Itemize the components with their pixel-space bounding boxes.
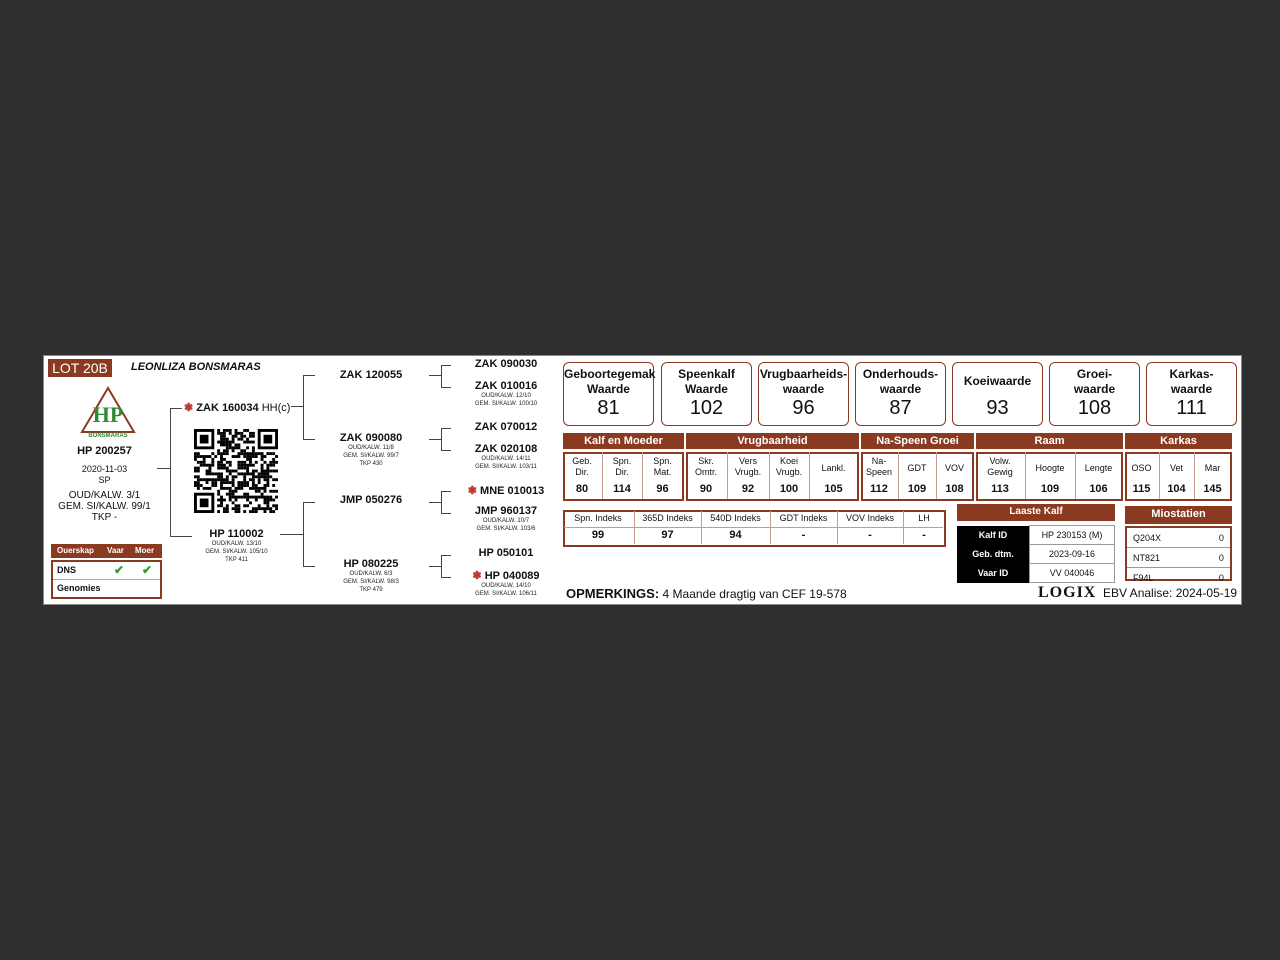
gen3-7-l2: GEM. SI/KALW. 106/11 — [475, 591, 537, 597]
value-box-6: Karkas- waarde 111 — [1146, 362, 1237, 426]
sire-suffix: HH(c) — [261, 402, 291, 414]
qr-code — [194, 429, 278, 513]
gen3-3 — [456, 443, 556, 471]
mio-val-1: 0 — [1213, 548, 1230, 568]
index-value-2: 94 — [729, 529, 742, 541]
animal-oud: OUD/KALW. 3/1 — [68, 490, 141, 501]
gen2-3-l2: GEM. SI/KALW. 98/3 — [343, 579, 399, 585]
gen3-6 — [456, 547, 556, 559]
dns-moer-check-icon: ✔ — [142, 563, 153, 577]
value-4: 93 — [986, 397, 1009, 419]
mio-key-1: NT821 — [1127, 548, 1213, 568]
farm-name: LEONLIZA BONSMARAS — [131, 361, 261, 373]
lk-key-1: Geb. dtm. — [957, 545, 1030, 564]
ebv-label-15: Mar — [1204, 463, 1221, 473]
ownership-h2: Moer — [135, 546, 155, 555]
value-box-0: Geboortegemak Waarde 81 — [563, 362, 654, 426]
miostatien-title: Miostatien — [1125, 506, 1232, 524]
gen2-1-l1: OUD/KALW. 11/8 — [348, 445, 394, 451]
gen3-4-marker-icon: ❃ — [467, 485, 477, 497]
gen2-1-l2: GEM. SI/KALW. 99/7 — [343, 453, 399, 459]
index-value-0: 99 — [591, 529, 605, 541]
animal-tkp: TKP - — [91, 512, 118, 523]
ebv-label-5: Koei Vrugb. — [775, 456, 803, 477]
lk-key-2: Vaar ID — [957, 564, 1030, 583]
gen2-0-id: ZAK 120055 — [339, 369, 403, 381]
ebv-value-12: 106 — [1089, 483, 1108, 495]
index-label-2: 540D Indeks — [710, 513, 761, 523]
ebv-date: EBV Analise: 2024-05-19 — [1103, 586, 1238, 600]
sire — [184, 401, 290, 414]
gen3-0-id: ZAK 090030 — [474, 358, 538, 370]
index-label-3: GDT Indeks — [779, 513, 828, 523]
ebv-value-14: 104 — [1167, 483, 1186, 495]
animal-gem: GEM. SI/KALW. 99/1 — [58, 501, 151, 512]
value-5: 108 — [1077, 397, 1112, 419]
value-box-1: Speenkalf Waarde 102 — [661, 362, 752, 426]
group-raam: Raam — [976, 433, 1123, 449]
ebv-value-1: 114 — [613, 483, 631, 495]
gen2-3 — [321, 558, 421, 594]
ebv-value-6: 105 — [824, 483, 843, 495]
gen3-1-l2: GEM. SI/KALW. 100/10 — [474, 401, 538, 407]
sire-id: ZAK 160034 — [196, 402, 259, 414]
ebv-value-8: 109 — [907, 483, 927, 495]
ebv-value-13: 115 — [1132, 483, 1151, 495]
remarks-text: 4 Maande dragtig van CEF 19-578 — [662, 587, 847, 601]
logix-logo: LOGIX — [1038, 584, 1097, 601]
gen3-4 — [456, 484, 556, 497]
ebv-label-12: Lengte — [1084, 463, 1113, 473]
value-1: 102 — [689, 397, 724, 419]
index-label-4: VOV Indeks — [845, 513, 895, 523]
dns-vaar-check-icon: ✔ — [114, 563, 125, 577]
gen3-2-id: ZAK 070012 — [474, 421, 538, 433]
logo-sub: BONSMARAS — [88, 433, 128, 438]
ebv-label-8: GDT — [907, 463, 927, 473]
gen3-2 — [456, 421, 556, 433]
index-value-1: 97 — [661, 529, 674, 541]
gen2-2-id: JMP 050276 — [339, 494, 403, 506]
value-box-2: Vrugbaarheids- waarde 96 — [758, 362, 849, 426]
gen2-3-id: HP 080225 — [343, 558, 399, 570]
index-label-0: Spn. Indeks — [574, 513, 622, 523]
remarks-label: OPMERKINGS: — [566, 586, 660, 601]
hp-logo — [80, 386, 136, 438]
gen2-1 — [321, 432, 421, 468]
ebv-value-10: 113 — [991, 483, 1009, 495]
ebv-value-4: 92 — [741, 483, 755, 495]
ebv-label-1: Spn. Dir. — [612, 456, 632, 477]
index-label-1: 365D Indeks — [642, 513, 693, 523]
ebv-value-5: 100 — [779, 483, 799, 495]
lot-badge: LOT 20B — [48, 359, 112, 377]
ebv-value-0: 80 — [575, 483, 589, 495]
value-0: 81 — [597, 397, 620, 419]
group-kalf-moeder: Kalf en Moeder — [563, 433, 684, 449]
ebv-label-2: Spn. Mat. — [653, 456, 672, 477]
value-2: 96 — [792, 397, 815, 419]
group-vrugbaarheid: Vrugbaarheid — [686, 433, 859, 449]
gen2-1-l3: TKP 430 — [359, 461, 383, 467]
lk-val-0: HP 230153 (M) — [1030, 526, 1115, 545]
gen2-0 — [321, 369, 421, 381]
ebv-value-15: 145 — [1203, 483, 1222, 495]
value-6: 111 — [1176, 397, 1207, 419]
group-karkas: Karkas — [1125, 433, 1232, 449]
dam-id: HP 110002 — [209, 528, 264, 540]
mio-val-0: 0 — [1213, 528, 1230, 548]
animal-id: HP 200257 — [77, 445, 132, 457]
gen3-7-id: HP 040089 — [484, 570, 540, 582]
ebv-label-6: Lankl. — [821, 463, 846, 473]
gen2-3-l1: OUD/KALW. 6/3 — [349, 571, 393, 577]
laaste-kalf-table — [957, 525, 1115, 583]
ownership-header — [51, 544, 162, 558]
logo-letters: HP — [92, 402, 124, 427]
ebv-value-11: 109 — [1040, 483, 1060, 495]
value-3: 87 — [889, 397, 912, 419]
ebv-label-0: Geb. Dir. — [572, 456, 592, 477]
ebv-label-14: Vet — [1169, 463, 1183, 473]
group-na-speen: Na-Speen Groei — [861, 433, 974, 449]
gen3-3-l1: OUD/KALW. 14/11 — [481, 456, 531, 462]
ownership-row-dns: DNS — [57, 565, 77, 575]
ownership-h1: Vaar — [107, 546, 124, 555]
lk-val-2: VV 040046 — [1030, 564, 1115, 583]
mio-key-0: Q204X — [1127, 528, 1213, 548]
value-box-4: Koeiwaarde 93 — [952, 362, 1043, 426]
gen3-5-id: JMP 960137 — [474, 505, 538, 517]
dam-l3: TKP 411 — [225, 557, 248, 563]
ownership-table — [51, 560, 162, 599]
laaste-kalf-title: Laaste Kalf — [957, 504, 1115, 521]
ebv-label-9: VOV — [944, 463, 964, 473]
mio-val-2: 0 — [1218, 572, 1224, 583]
gen2-2 — [321, 494, 421, 506]
ownership-h0: Ouerskap — [57, 546, 94, 555]
gen3-1-id: ZAK 010016 — [474, 380, 538, 392]
gen3-5-l2: GEM. SI/KALW. 103/6 — [476, 526, 536, 532]
value-box-5: Groei- waarde 108 — [1049, 362, 1140, 426]
remarks — [566, 586, 847, 601]
value-box-3: Onderhouds- waarde 87 — [855, 362, 946, 426]
ebv-label-10: Volw. Gewig — [987, 456, 1013, 477]
gen3-3-id: ZAK 020108 — [474, 443, 538, 455]
ebv-label-11: Hoogte — [1035, 463, 1065, 473]
ebv-label-13: OSO — [1131, 463, 1152, 473]
index-label-5: LH — [918, 513, 930, 523]
miostatien-box — [1125, 526, 1232, 581]
gen3-3-l2: GEM. SI/KALW. 103/11 — [475, 464, 537, 470]
gen3-6-id: HP 050101 — [478, 547, 534, 559]
ebv-label-7: Na- Speen — [865, 456, 893, 477]
ownership-row-genomies: Genomies — [57, 583, 101, 593]
gen3-7-marker-icon: ❃ — [472, 570, 482, 582]
sire-marker-icon: ❃ — [184, 402, 194, 414]
gen3-7 — [456, 569, 556, 598]
mio-key-2: F94L — [1133, 572, 1154, 583]
ebv-value-3: 90 — [699, 483, 713, 495]
gen3-5 — [456, 505, 556, 533]
index-value-3: - — [801, 529, 806, 541]
ebv-value-2: 96 — [656, 483, 669, 495]
index-value-5: - — [922, 529, 926, 541]
animal-dob: 2020-11-03 — [81, 464, 128, 474]
gen3-1 — [456, 380, 556, 408]
index-value-4: - — [868, 529, 872, 541]
gen2-1-id: ZAK 090080 — [339, 432, 403, 444]
animal-type: SP — [98, 475, 111, 485]
gen3-7-l1: OUD/KALW. 14/10 — [481, 583, 531, 589]
ebv-label-4: Vers Vrugb. — [734, 456, 762, 477]
gen3-1-l1: OUD/KALW. 12/10 — [481, 393, 531, 399]
lk-key-0: Kalf ID — [957, 526, 1030, 545]
dam-l2: GEM. SI/KALW. 105/10 — [205, 549, 268, 555]
gen3-4-id: MNE 010013 — [480, 485, 545, 497]
ebv-value-9: 108 — [945, 483, 964, 495]
dam-l1: OUD/KALW. 13/10 — [211, 541, 262, 547]
ebv-label-3: Skr. Omtr. — [695, 456, 717, 477]
dam — [194, 528, 279, 564]
ebv-value-7: 112 — [870, 483, 888, 495]
gen3-5-l1: OUD/KALW. 10/7 — [482, 518, 530, 524]
gen3-0 — [456, 358, 556, 370]
lk-val-1: 2023-09-16 — [1030, 545, 1115, 564]
gen2-3-l3: TKP 479 — [359, 587, 383, 593]
